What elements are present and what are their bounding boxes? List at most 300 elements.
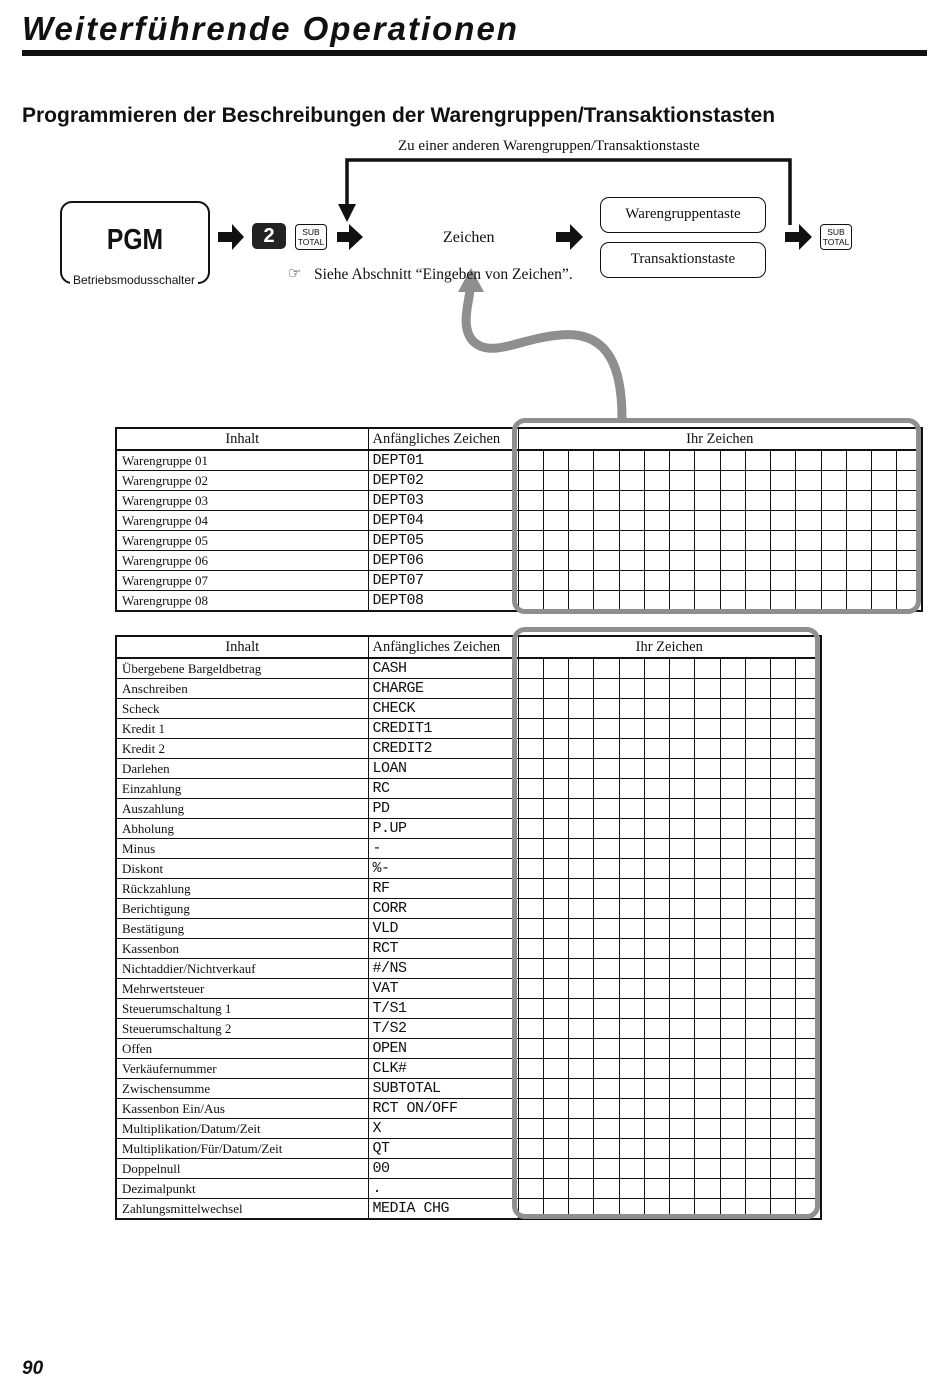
character-entry-cell[interactable] — [518, 591, 543, 612]
character-entry-cell[interactable] — [644, 491, 669, 511]
character-entry-cell[interactable] — [644, 699, 669, 719]
character-entry-cell[interactable] — [720, 799, 745, 819]
character-entry-cell[interactable] — [821, 491, 846, 511]
character-entry-cell[interactable] — [644, 591, 669, 612]
character-entry-cell[interactable] — [745, 959, 770, 979]
character-entry-cell[interactable] — [594, 699, 619, 719]
character-entry-cell[interactable] — [569, 839, 594, 859]
character-entry-cell[interactable] — [670, 859, 695, 879]
character-entry-cell[interactable] — [644, 839, 669, 859]
character-entry-cell[interactable] — [569, 1039, 594, 1059]
character-entry-cell[interactable] — [569, 879, 594, 899]
character-entry-cell[interactable] — [796, 511, 821, 531]
character-entry-cell[interactable] — [745, 919, 770, 939]
character-entry-cell[interactable] — [644, 1179, 669, 1199]
character-entry-cell[interactable] — [695, 959, 720, 979]
character-entry-cell[interactable] — [569, 779, 594, 799]
character-entry-cell[interactable] — [771, 819, 796, 839]
character-entry-cell[interactable] — [670, 919, 695, 939]
character-entry-cell[interactable] — [771, 919, 796, 939]
character-entry-cell[interactable] — [670, 739, 695, 759]
character-entry-cell[interactable] — [695, 939, 720, 959]
character-entry-cell[interactable] — [543, 450, 568, 471]
character-entry-cell[interactable] — [771, 658, 796, 679]
character-entry-cell[interactable] — [821, 571, 846, 591]
character-entry-cell[interactable] — [771, 491, 796, 511]
character-entry-cell[interactable] — [644, 1099, 669, 1119]
character-entry-cell[interactable] — [771, 511, 796, 531]
character-entry-cell[interactable] — [745, 1159, 770, 1179]
character-entry-cell[interactable] — [569, 899, 594, 919]
character-entry-cell[interactable] — [720, 1119, 745, 1139]
character-entry-cell[interactable] — [543, 491, 568, 511]
character-entry-cell[interactable] — [771, 471, 796, 491]
character-entry-cell[interactable] — [720, 1199, 745, 1220]
character-entry-cell[interactable] — [872, 450, 897, 471]
character-entry-cell[interactable] — [670, 679, 695, 699]
character-entry-cell[interactable] — [771, 531, 796, 551]
character-entry-cell[interactable] — [594, 591, 619, 612]
character-entry-cell[interactable] — [796, 591, 821, 612]
character-entry-cell[interactable] — [720, 819, 745, 839]
character-entry-cell[interactable] — [569, 1079, 594, 1099]
character-entry-cell[interactable] — [594, 1179, 619, 1199]
character-entry-cell[interactable] — [745, 531, 770, 551]
character-entry-cell[interactable] — [720, 511, 745, 531]
character-entry-cell[interactable] — [771, 959, 796, 979]
character-entry-cell[interactable] — [594, 679, 619, 699]
character-entry-cell[interactable] — [720, 1019, 745, 1039]
character-entry-cell[interactable] — [518, 571, 543, 591]
character-entry-cell[interactable] — [695, 658, 720, 679]
character-entry-cell[interactable] — [644, 1199, 669, 1220]
character-entry-cell[interactable] — [720, 719, 745, 739]
character-entry-cell[interactable] — [745, 939, 770, 959]
character-entry-cell[interactable] — [771, 571, 796, 591]
character-entry-cell[interactable] — [543, 1079, 568, 1099]
character-entry-cell[interactable] — [897, 571, 922, 591]
character-entry-cell[interactable] — [518, 739, 543, 759]
character-entry-cell[interactable] — [518, 679, 543, 699]
character-entry-cell[interactable] — [543, 759, 568, 779]
character-entry-cell[interactable] — [872, 591, 897, 612]
character-entry-cell[interactable] — [569, 551, 594, 571]
character-entry-cell[interactable] — [846, 591, 871, 612]
character-entry-cell[interactable] — [771, 1179, 796, 1199]
character-entry-cell[interactable] — [720, 658, 745, 679]
character-entry-cell[interactable] — [771, 719, 796, 739]
character-entry-cell[interactable] — [543, 819, 568, 839]
character-entry-cell[interactable] — [821, 450, 846, 471]
character-entry-cell[interactable] — [720, 491, 745, 511]
character-entry-cell[interactable] — [745, 819, 770, 839]
character-entry-cell[interactable] — [518, 491, 543, 511]
character-entry-cell[interactable] — [796, 739, 821, 759]
character-entry-cell[interactable] — [594, 959, 619, 979]
character-entry-cell[interactable] — [670, 471, 695, 491]
character-entry-cell[interactable] — [518, 1199, 543, 1220]
character-entry-cell[interactable] — [771, 799, 796, 819]
character-entry-cell[interactable] — [796, 1019, 821, 1039]
character-entry-cell[interactable] — [518, 1039, 543, 1059]
character-entry-cell[interactable] — [796, 779, 821, 799]
character-entry-cell[interactable] — [594, 1159, 619, 1179]
character-entry-cell[interactable] — [543, 591, 568, 612]
character-entry-cell[interactable] — [518, 1139, 543, 1159]
character-entry-cell[interactable] — [695, 1139, 720, 1159]
character-entry-cell[interactable] — [619, 531, 644, 551]
character-entry-cell[interactable] — [796, 1119, 821, 1139]
character-entry-cell[interactable] — [846, 551, 871, 571]
character-entry-cell[interactable] — [695, 879, 720, 899]
character-entry-cell[interactable] — [796, 719, 821, 739]
character-entry-cell[interactable] — [670, 511, 695, 531]
character-entry-cell[interactable] — [594, 979, 619, 999]
character-entry-cell[interactable] — [720, 899, 745, 919]
character-entry-cell[interactable] — [644, 511, 669, 531]
character-entry-cell[interactable] — [670, 1099, 695, 1119]
character-entry-cell[interactable] — [771, 699, 796, 719]
character-entry-cell[interactable] — [897, 511, 922, 531]
character-entry-cell[interactable] — [695, 1019, 720, 1039]
character-entry-cell[interactable] — [720, 1039, 745, 1059]
character-entry-cell[interactable] — [745, 1079, 770, 1099]
character-entry-cell[interactable] — [695, 1059, 720, 1079]
character-entry-cell[interactable] — [644, 1159, 669, 1179]
character-entry-cell[interactable] — [594, 839, 619, 859]
character-entry-cell[interactable] — [569, 759, 594, 779]
character-entry-cell[interactable] — [594, 739, 619, 759]
character-entry-cell[interactable] — [619, 839, 644, 859]
character-entry-cell[interactable] — [745, 979, 770, 999]
character-entry-cell[interactable] — [695, 591, 720, 612]
character-entry-cell[interactable] — [644, 779, 669, 799]
character-entry-cell[interactable] — [745, 450, 770, 471]
character-entry-cell[interactable] — [670, 839, 695, 859]
character-entry-cell[interactable] — [796, 571, 821, 591]
character-entry-cell[interactable] — [619, 1119, 644, 1139]
character-entry-cell[interactable] — [543, 999, 568, 1019]
character-entry-cell[interactable] — [695, 759, 720, 779]
subtotal-key-first[interactable] — [295, 224, 327, 250]
character-entry-cell[interactable] — [897, 531, 922, 551]
character-entry-cell[interactable] — [619, 739, 644, 759]
character-entry-cell[interactable] — [518, 719, 543, 739]
character-entry-cell[interactable] — [796, 859, 821, 879]
character-entry-cell[interactable] — [644, 759, 669, 779]
character-entry-cell[interactable] — [695, 1159, 720, 1179]
character-entry-cell[interactable] — [745, 719, 770, 739]
character-entry-cell[interactable] — [619, 450, 644, 471]
character-entry-cell[interactable] — [846, 531, 871, 551]
character-entry-cell[interactable] — [619, 699, 644, 719]
character-entry-cell[interactable] — [796, 1139, 821, 1159]
character-entry-cell[interactable] — [771, 551, 796, 571]
character-entry-cell[interactable] — [897, 591, 922, 612]
character-entry-cell[interactable] — [543, 1139, 568, 1159]
character-entry-cell[interactable] — [644, 1059, 669, 1079]
character-entry-cell[interactable] — [720, 839, 745, 859]
character-entry-cell[interactable] — [695, 999, 720, 1019]
character-entry-cell[interactable] — [543, 1119, 568, 1139]
character-entry-cell[interactable] — [594, 1099, 619, 1119]
character-entry-cell[interactable] — [695, 979, 720, 999]
character-entry-cell[interactable] — [695, 919, 720, 939]
character-entry-cell[interactable] — [745, 1099, 770, 1119]
character-entry-cell[interactable] — [720, 879, 745, 899]
character-entry-cell[interactable] — [745, 759, 770, 779]
character-entry-cell[interactable] — [720, 1139, 745, 1159]
character-entry-cell[interactable] — [518, 1119, 543, 1139]
character-entry-cell[interactable] — [543, 699, 568, 719]
character-entry-cell[interactable] — [771, 679, 796, 699]
character-entry-cell[interactable] — [594, 551, 619, 571]
character-entry-cell[interactable] — [543, 1059, 568, 1079]
character-entry-cell[interactable] — [518, 899, 543, 919]
character-entry-cell[interactable] — [796, 799, 821, 819]
character-entry-cell[interactable] — [695, 1039, 720, 1059]
character-entry-cell[interactable] — [771, 1159, 796, 1179]
character-entry-cell[interactable] — [594, 1119, 619, 1139]
character-entry-cell[interactable] — [594, 491, 619, 511]
character-entry-cell[interactable] — [543, 658, 568, 679]
character-entry-cell[interactable] — [720, 779, 745, 799]
character-entry-cell[interactable] — [543, 1039, 568, 1059]
character-entry-cell[interactable] — [846, 450, 871, 471]
character-entry-cell[interactable] — [543, 1099, 568, 1119]
character-entry-cell[interactable] — [518, 531, 543, 551]
character-entry-cell[interactable] — [897, 471, 922, 491]
character-entry-cell[interactable] — [670, 1059, 695, 1079]
character-entry-cell[interactable] — [619, 819, 644, 839]
character-entry-cell[interactable] — [720, 450, 745, 471]
character-entry-cell[interactable] — [644, 1079, 669, 1099]
character-entry-cell[interactable] — [518, 1059, 543, 1079]
character-entry-cell[interactable] — [720, 939, 745, 959]
character-entry-cell[interactable] — [720, 471, 745, 491]
character-entry-cell[interactable] — [670, 699, 695, 719]
character-entry-cell[interactable] — [745, 1179, 770, 1199]
character-entry-cell[interactable] — [619, 859, 644, 879]
character-entry-cell[interactable] — [619, 759, 644, 779]
character-entry-cell[interactable] — [745, 839, 770, 859]
character-entry-cell[interactable] — [796, 471, 821, 491]
character-entry-cell[interactable] — [569, 571, 594, 591]
character-entry-cell[interactable] — [796, 759, 821, 779]
character-entry-cell[interactable] — [670, 899, 695, 919]
character-entry-cell[interactable] — [569, 819, 594, 839]
character-entry-cell[interactable] — [720, 999, 745, 1019]
character-entry-cell[interactable] — [872, 471, 897, 491]
transaction-key-option[interactable]: Transaktionstaste — [600, 242, 766, 278]
character-entry-cell[interactable] — [518, 979, 543, 999]
character-entry-cell[interactable] — [670, 759, 695, 779]
character-entry-cell[interactable] — [594, 1019, 619, 1039]
character-entry-cell[interactable] — [543, 859, 568, 879]
character-entry-cell[interactable] — [594, 799, 619, 819]
character-entry-cell[interactable] — [821, 531, 846, 551]
character-entry-cell[interactable] — [745, 879, 770, 899]
character-entry-cell[interactable] — [619, 491, 644, 511]
character-entry-cell[interactable] — [745, 591, 770, 612]
character-entry-cell[interactable] — [594, 471, 619, 491]
character-entry-cell[interactable] — [569, 450, 594, 471]
character-entry-cell[interactable] — [771, 879, 796, 899]
character-entry-cell[interactable] — [771, 859, 796, 879]
character-entry-cell[interactable] — [594, 450, 619, 471]
character-entry-cell[interactable] — [796, 679, 821, 699]
character-entry-cell[interactable] — [821, 591, 846, 612]
character-entry-cell[interactable] — [569, 1099, 594, 1119]
character-entry-cell[interactable] — [644, 859, 669, 879]
character-entry-cell[interactable] — [619, 1079, 644, 1099]
character-entry-cell[interactable] — [670, 799, 695, 819]
character-entry-cell[interactable] — [720, 531, 745, 551]
character-entry-cell[interactable] — [796, 999, 821, 1019]
character-entry-cell[interactable] — [569, 1159, 594, 1179]
character-entry-cell[interactable] — [543, 1199, 568, 1220]
character-entry-cell[interactable] — [695, 839, 720, 859]
character-entry-cell[interactable] — [619, 959, 644, 979]
character-entry-cell[interactable] — [720, 1179, 745, 1199]
character-entry-cell[interactable] — [720, 591, 745, 612]
character-entry-cell[interactable] — [720, 919, 745, 939]
character-entry-cell[interactable] — [695, 899, 720, 919]
character-entry-cell[interactable] — [695, 450, 720, 471]
character-entry-cell[interactable] — [518, 879, 543, 899]
character-entry-cell[interactable] — [796, 699, 821, 719]
character-entry-cell[interactable] — [771, 450, 796, 471]
character-entry-cell[interactable] — [644, 899, 669, 919]
character-entry-cell[interactable] — [872, 551, 897, 571]
character-entry-cell[interactable] — [569, 719, 594, 739]
character-entry-cell[interactable] — [695, 779, 720, 799]
character-entry-cell[interactable] — [670, 719, 695, 739]
character-entry-cell[interactable] — [846, 491, 871, 511]
character-entry-cell[interactable] — [720, 699, 745, 719]
character-entry-cell[interactable] — [543, 531, 568, 551]
character-entry-cell[interactable] — [771, 999, 796, 1019]
character-entry-cell[interactable] — [771, 1059, 796, 1079]
character-entry-cell[interactable] — [695, 1119, 720, 1139]
character-entry-cell[interactable] — [897, 551, 922, 571]
character-entry-cell[interactable] — [518, 839, 543, 859]
character-entry-cell[interactable] — [594, 859, 619, 879]
character-entry-cell[interactable] — [846, 471, 871, 491]
character-entry-cell[interactable] — [594, 719, 619, 739]
character-entry-cell[interactable] — [821, 511, 846, 531]
character-entry-cell[interactable] — [543, 879, 568, 899]
character-entry-cell[interactable] — [569, 1059, 594, 1079]
character-entry-cell[interactable] — [594, 779, 619, 799]
character-entry-cell[interactable] — [670, 551, 695, 571]
character-entry-cell[interactable] — [745, 658, 770, 679]
character-entry-cell[interactable] — [518, 658, 543, 679]
character-entry-cell[interactable] — [594, 939, 619, 959]
character-entry-cell[interactable] — [745, 739, 770, 759]
character-entry-cell[interactable] — [771, 1079, 796, 1099]
character-entry-cell[interactable] — [771, 1099, 796, 1119]
character-entry-cell[interactable] — [569, 471, 594, 491]
character-entry-cell[interactable] — [619, 571, 644, 591]
character-entry-cell[interactable] — [720, 759, 745, 779]
character-entry-cell[interactable] — [745, 699, 770, 719]
character-entry-cell[interactable] — [518, 759, 543, 779]
character-entry-cell[interactable] — [594, 879, 619, 899]
character-entry-cell[interactable] — [796, 491, 821, 511]
character-entry-cell[interactable] — [670, 591, 695, 612]
character-entry-cell[interactable] — [670, 491, 695, 511]
character-entry-cell[interactable] — [670, 959, 695, 979]
character-entry-cell[interactable] — [670, 571, 695, 591]
character-entry-cell[interactable] — [745, 1019, 770, 1039]
character-entry-cell[interactable] — [796, 1179, 821, 1199]
character-entry-cell[interactable] — [619, 939, 644, 959]
character-entry-cell[interactable] — [543, 739, 568, 759]
character-entry-cell[interactable] — [644, 1039, 669, 1059]
character-entry-cell[interactable] — [771, 1019, 796, 1039]
character-entry-cell[interactable] — [670, 1039, 695, 1059]
character-entry-cell[interactable] — [695, 739, 720, 759]
character-entry-cell[interactable] — [771, 1039, 796, 1059]
character-entry-cell[interactable] — [619, 999, 644, 1019]
character-entry-cell[interactable] — [644, 719, 669, 739]
character-entry-cell[interactable] — [543, 679, 568, 699]
character-entry-cell[interactable] — [720, 739, 745, 759]
character-entry-cell[interactable] — [518, 1179, 543, 1199]
character-entry-cell[interactable] — [670, 1179, 695, 1199]
character-entry-cell[interactable] — [796, 959, 821, 979]
character-entry-cell[interactable] — [518, 799, 543, 819]
character-entry-cell[interactable] — [695, 1179, 720, 1199]
character-entry-cell[interactable] — [518, 1159, 543, 1179]
character-entry-cell[interactable] — [543, 979, 568, 999]
character-entry-cell[interactable] — [543, 1179, 568, 1199]
character-entry-cell[interactable] — [569, 959, 594, 979]
character-entry-cell[interactable] — [543, 551, 568, 571]
character-entry-cell[interactable] — [745, 679, 770, 699]
character-entry-cell[interactable] — [745, 1039, 770, 1059]
character-entry-cell[interactable] — [670, 979, 695, 999]
character-entry-cell[interactable] — [644, 450, 669, 471]
character-entry-cell[interactable] — [619, 1139, 644, 1159]
subtotal-key-final[interactable] — [820, 224, 852, 250]
character-entry-cell[interactable] — [644, 999, 669, 1019]
character-entry-cell[interactable] — [872, 531, 897, 551]
character-entry-cell[interactable] — [619, 471, 644, 491]
character-entry-cell[interactable] — [670, 939, 695, 959]
character-entry-cell[interactable] — [569, 799, 594, 819]
character-entry-cell[interactable] — [796, 839, 821, 859]
character-entry-cell[interactable] — [619, 799, 644, 819]
character-entry-cell[interactable] — [720, 979, 745, 999]
character-entry-cell[interactable] — [796, 658, 821, 679]
character-entry-cell[interactable] — [569, 591, 594, 612]
character-entry-cell[interactable] — [619, 899, 644, 919]
character-entry-cell[interactable] — [619, 1179, 644, 1199]
character-entry-cell[interactable] — [644, 679, 669, 699]
character-entry-cell[interactable] — [543, 939, 568, 959]
character-entry-cell[interactable] — [695, 699, 720, 719]
character-entry-cell[interactable] — [518, 1099, 543, 1119]
character-entry-cell[interactable] — [594, 531, 619, 551]
character-entry-cell[interactable] — [569, 1199, 594, 1220]
character-entry-cell[interactable] — [771, 759, 796, 779]
character-entry-cell[interactable] — [771, 1119, 796, 1139]
character-entry-cell[interactable] — [594, 1079, 619, 1099]
character-entry-cell[interactable] — [897, 450, 922, 471]
character-entry-cell[interactable] — [872, 491, 897, 511]
